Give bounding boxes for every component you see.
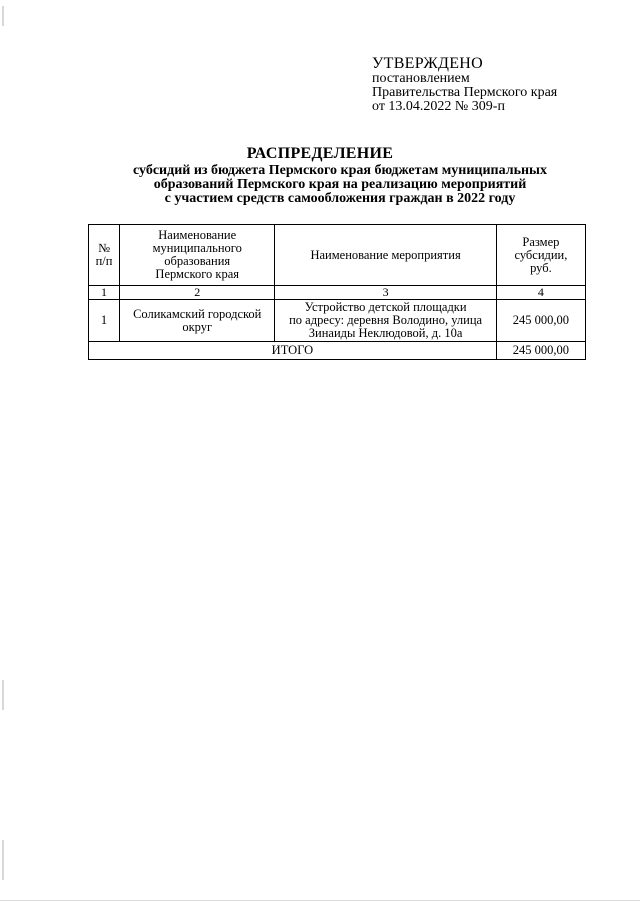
row-municipality [120,300,275,342]
row-amount: 245 000,00 [496,300,585,342]
distribution-table [88,224,586,360]
column-number: 1 [89,286,120,300]
header-text: п/п [95,254,113,268]
row-num: 1 [89,300,120,342]
header-text: Размер [522,234,560,249]
approved-heading: УТВЕРЖДЕНО [372,55,484,72]
header-text: Пермского края [155,267,240,281]
subtitle-line: субсидий из бюджета Пермского края бюджетам муниципальных [133,163,547,178]
total-amount: 245 000,00 [496,342,585,360]
table-header-row [89,225,586,286]
cell-text: округ [182,319,213,334]
cell-text: Зинаиды Неклюдовой, д. 10а [308,326,463,340]
approved-by-decree: постановлением [372,71,470,86]
header-text: субсидии, [514,247,568,262]
scan-bottom-edge [0,900,640,901]
decree-date-number: от 13.04.2022 № 309-п [372,99,505,114]
subtitle-line: образований Пермского края на реализацию мероприятий [153,177,527,192]
header-amount [496,225,585,286]
column-number: 4 [496,286,585,300]
header-municipality [120,225,275,286]
scan-margin-mark [2,6,4,26]
column-number-row [89,286,586,300]
header-num [89,225,120,286]
cell-text: Устройство детской площадки [304,300,467,314]
header-event [275,225,496,286]
table-row [89,300,586,342]
document-title: РАСПРЕДЕЛЕНИЕ [246,145,394,162]
header-text: муниципального [152,241,242,255]
approving-authority: Правительства Пермского края [372,85,558,100]
total-label: ИТОГО [89,342,497,360]
subtitle-line: с участием средств самообложения граждан в 2022 году [164,191,516,206]
column-number: 3 [275,286,496,300]
row-event [275,300,496,342]
document-subtitle [110,164,570,206]
cell-text: по адресу: деревня Володино, улица [289,313,483,327]
column-number: 2 [120,286,275,300]
header-text: № [98,241,110,255]
scan-margin-mark [2,680,4,710]
header-text: образования [164,254,231,268]
total-row [89,342,586,360]
approval-stamp [372,55,557,114]
header-text: Наименование мероприятия [310,247,461,262]
cell-text: Соликамский городской [133,306,262,321]
header-text: руб. [530,260,552,275]
scan-margin-mark [2,840,4,880]
header-text: Наименование [158,228,237,242]
